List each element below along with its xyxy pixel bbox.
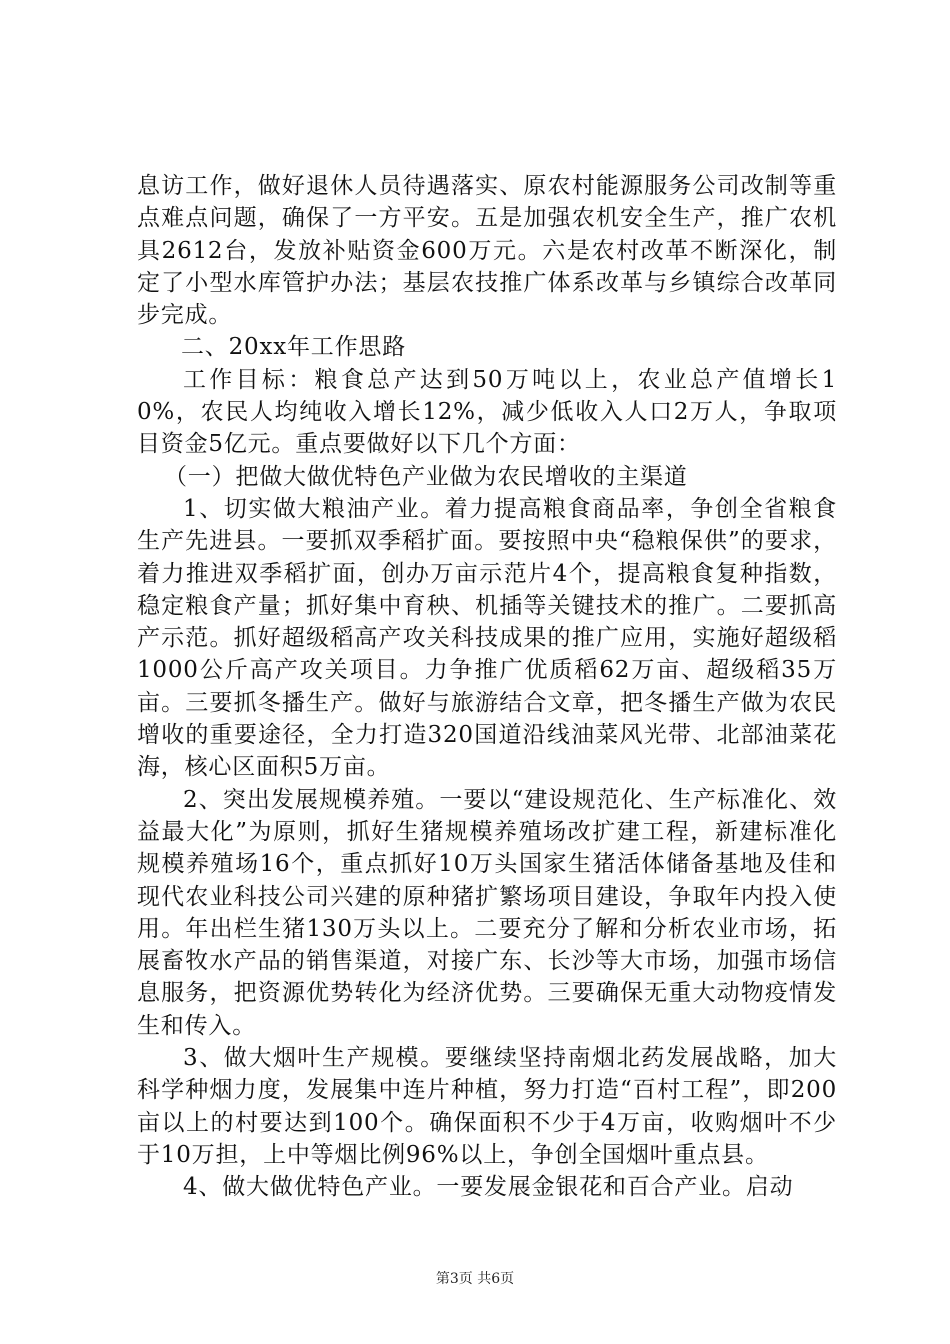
paragraph-specialty-industry: 4、做大做优特色产业。一要发展金银花和百合产业。启动 [183, 1174, 794, 1201]
page-number-label: 第3页 共6页 [435, 1271, 515, 1287]
paragraph-continuation: 息访工作，做好退休人员待遇落实、原农村能源服务公司改制等重点难点问题，确保了一方平安。五是加强农机安全生产，推广农机具2612台，发放补贴资金600万元。六是农村改革不断深化，制定了小型水库管护办法；基层农技推广体系改革与乡镇综合改革同步完成。 [137, 173, 837, 329]
paragraph-grain-oil: 1、切实做大粮油产业。着力提高粮食商品率，争创全省粮食生产先进县。一要抓双季稻扩面。要按照中央“稳粮保供”的要求，着力推进双季稻扩面，创办万亩示范片4个，提高粮食复种指数，稳定粮食产量；抓好集中育秧、机插等关键技术的推广。二要抓高产示范。抓好超级稻高产攻关科技成果的推广应用，实施好超级稻1000公斤高产攻关项目。力争推广优质稻62万亩、超级稻35万亩。三要抓冬播生产。做好与旅游结合文章，把冬播生产做为农民增收的重要途径，全力打造320国道沿线油菜风光带、北部油菜花海，核心区面积5万亩。 [137, 495, 837, 781]
paragraph-livestock: 2、突出发展规模养殖。一要以“建设规范化、生产标准化、效益最大化”为原则，抓好生猪规模养殖场改扩建工程，新建标准化规模养殖场16个，重点抓好10万头国家生猪活体储备基地及佳和现代农业科技公司兴建的原种猪扩繁场项目建设，争取年内投入使用。年出栏生猪130万头以上。二要充分了解和分析农业市场，拓展畜牧水产品的销售渠道，对接广东、长沙等大市场，加强市场信息服务，把资源优势转化为经济优势。三要确保无重大动物疫情发生和传入。 [137, 786, 837, 1039]
document-body [137, 170, 837, 1204]
paragraph-work-goals: 工作目标：粮食总产达到50万吨以上，农业总产值增长10%，农民人均纯收入增长12%，减少低收入人口2万人，争取项目资金5亿元。重点要做好以下几个方面： [137, 366, 837, 458]
section-heading: 二、20xx年工作思路 [181, 334, 407, 361]
page-footer [0, 1269, 950, 1289]
paragraph-tobacco: 3、做大烟叶生产规模。要继续坚持南烟北药发展战略，加大科学种烟力度，发展集中连片种植，努力打造“百村工程”，即200亩以上的村要达到100个。确保面积不少于4万亩，收购烟叶不少于10万担，上中等烟比例96%以上，争创全国烟叶重点县。 [137, 1045, 837, 1168]
subsection-heading: （一）把做大做优特色产业做为农民增收的主渠道 [164, 463, 688, 490]
